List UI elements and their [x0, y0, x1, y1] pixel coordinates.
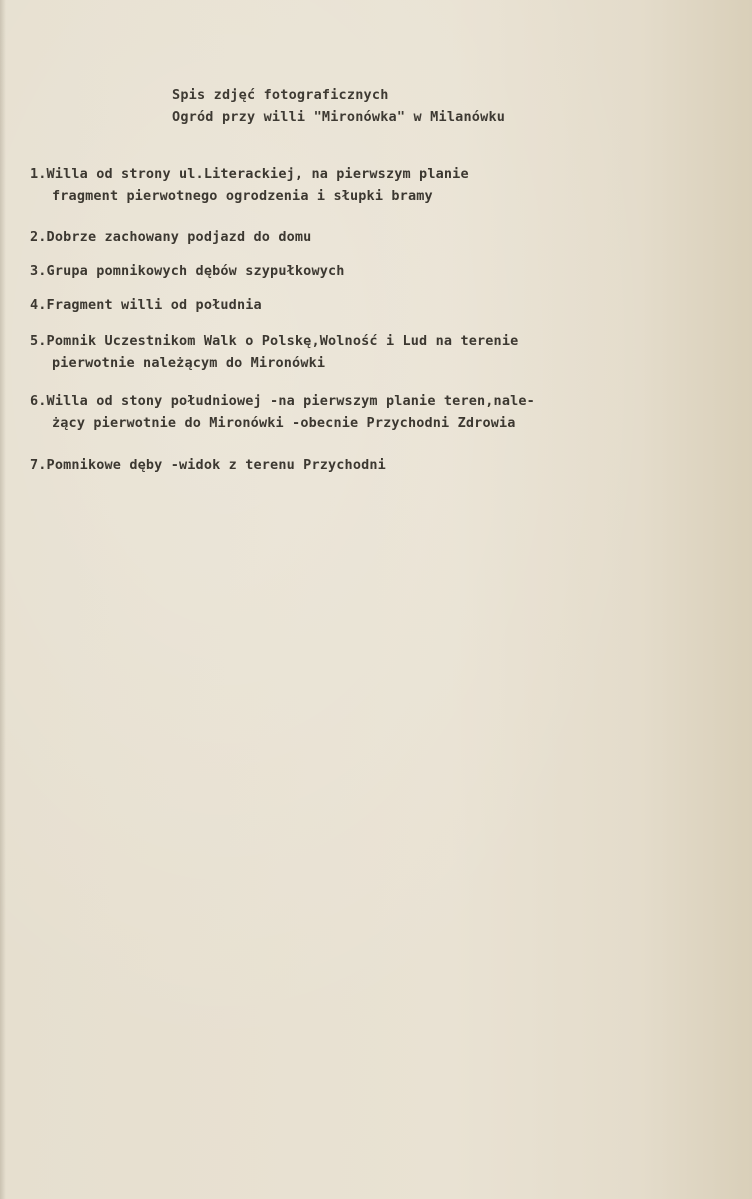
entry-3-line-1: 3.Grupa pomnikowych dębów szypułkowych	[30, 263, 345, 279]
heading-subtitle: Ogród przy willi "Mironówka" w Milanówku	[172, 109, 506, 125]
entry-4-line-1: 4.Fragment willi od południa	[30, 297, 262, 313]
entry-6-line-1: 6.Willa od stony południowej -na pierwszym planie teren,nale-	[30, 393, 535, 409]
entry-1-line-1: 1.Willa od strony ul.Literackiej, na pierwszym planie	[30, 166, 469, 182]
entry-5-line-1: 5.Pomnik Uczestnikom Walk o Polskę,Wolność i Lud na terenie	[30, 333, 519, 349]
entry-7-line-1: 7.Pomnikowe dęby -widok z terenu Przychodni	[30, 457, 386, 473]
page-edge-shadow	[0, 0, 6, 1199]
document-heading	[172, 84, 505, 128]
list-item	[30, 454, 386, 476]
entry-1-line-2: fragment pierwotnego ogrodzenia i słupki bramy	[52, 188, 433, 204]
heading-title: Spis zdjęć fotograficznych	[172, 87, 389, 103]
list-item	[30, 330, 518, 374]
list-item	[30, 294, 262, 316]
list-item	[30, 163, 469, 207]
list-item	[30, 260, 345, 282]
entry-5-line-2: pierwotnie należącym do Mironówki	[52, 355, 326, 371]
list-item	[30, 390, 535, 434]
entry-2-line-1: 2.Dobrze zachowany podjazd do domu	[30, 229, 312, 245]
entry-6-line-2: żący pierwotnie do Mironówki -obecnie Przychodni Zdrowia	[52, 415, 516, 431]
list-item	[30, 226, 311, 248]
